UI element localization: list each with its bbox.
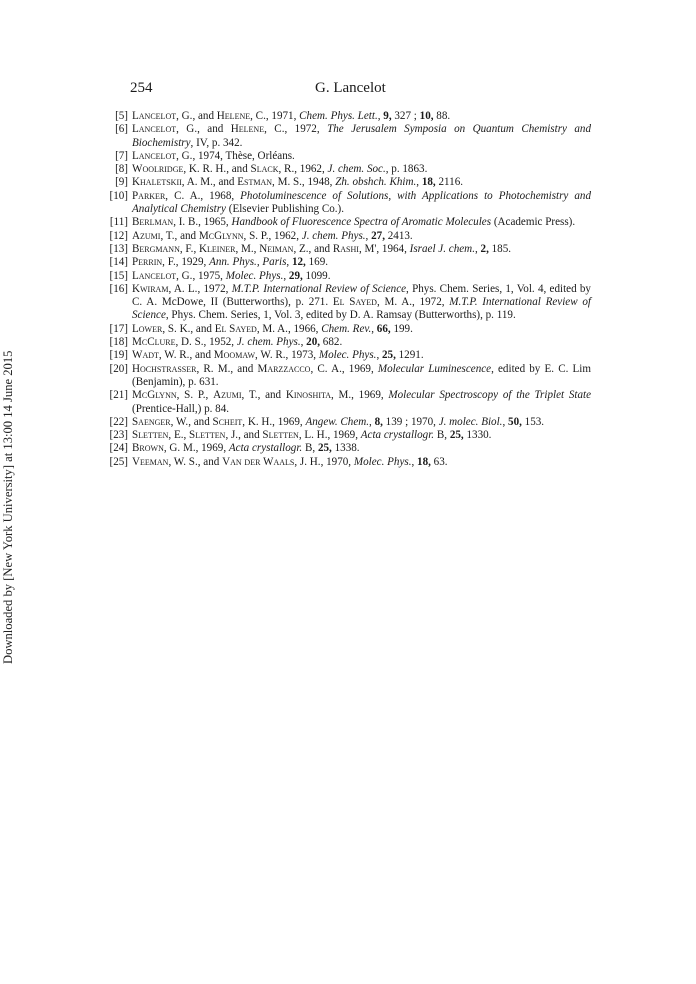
- citation-text: ,: [376, 349, 382, 362]
- citation-text: 1330.: [463, 429, 492, 442]
- volume-number: 25,: [317, 442, 332, 455]
- citation-text: 327 ;: [391, 110, 420, 122]
- reference-list: [106, 110, 591, 469]
- author-name: Van der Waals: [222, 455, 295, 468]
- citation-text: 199.: [390, 322, 413, 335]
- author-name: Helene: [230, 123, 265, 136]
- volume-number: 12,: [291, 256, 306, 269]
- reference-item: [106, 363, 591, 390]
- citation-text: ,: [502, 415, 509, 428]
- citation-text: B,: [434, 429, 450, 442]
- citation-text: , M. A., 1966,: [256, 322, 322, 335]
- citation-text: 185.: [488, 242, 512, 255]
- reference-number: [22]: [109, 415, 128, 428]
- reference-number: [7]: [115, 149, 128, 162]
- citation-text: , T., and: [241, 389, 286, 402]
- citation-text: 2413.: [384, 229, 413, 242]
- reference-text: [132, 323, 591, 336]
- citation-text: ,: [371, 322, 377, 335]
- reference-item: [106, 190, 591, 217]
- citation-text: , IV, p. 342.: [190, 136, 243, 149]
- reference-text: [132, 283, 591, 323]
- author-name: Lancelot: [132, 149, 177, 162]
- author-name: Kwiram: [132, 282, 169, 295]
- reference-text: [132, 389, 591, 416]
- author-name: Berlman: [132, 216, 174, 229]
- reference-number: [18]: [109, 336, 128, 349]
- publication-title: M.T.P. International Review of Science: [231, 282, 407, 295]
- author-name: Woolridge: [132, 163, 184, 176]
- volume-number: 2,: [480, 242, 489, 255]
- author-name: Veeman: [132, 455, 169, 468]
- citation-text: , C. A., 1968,: [165, 189, 241, 202]
- author-name: Sletten: [262, 429, 299, 442]
- citation-text: , G., 1974, Thèse, Orléans.: [176, 149, 295, 162]
- citation-text: , C. A., 1969,: [310, 362, 378, 375]
- author-name: Lower: [132, 322, 163, 335]
- citation-text: , S. P., 1962,: [243, 229, 302, 242]
- publication-title: M.T.P. International Review of Science: [132, 296, 591, 322]
- citation-text: 682.: [320, 336, 343, 349]
- reference-item: [106, 230, 591, 243]
- reference-text: [132, 336, 591, 349]
- publication-title: Molec. Phys.: [225, 269, 284, 282]
- reference-text: [132, 110, 591, 123]
- citation-text: , F.,: [179, 242, 200, 255]
- reference-item: [106, 150, 591, 163]
- author-name: Sletten: [132, 429, 169, 442]
- citation-text: , K. H., 1969,: [242, 415, 306, 428]
- reference-text: [132, 243, 591, 256]
- citation-text: ,: [300, 336, 307, 349]
- reference-number: [24]: [109, 442, 128, 455]
- citation-text: 139 ; 1970,: [382, 415, 439, 428]
- reference-item: [106, 429, 591, 442]
- citation-text: , Z., and: [293, 242, 333, 255]
- author-name: Neiman: [259, 242, 294, 255]
- reference-item: [106, 323, 591, 336]
- reference-item: [106, 270, 591, 283]
- publication-title: Ann. Phys., Paris: [209, 256, 287, 269]
- citation-text: ,: [474, 242, 481, 255]
- reference-text: [132, 230, 591, 243]
- author-name: Lancelot: [132, 269, 177, 282]
- reference-number: [19]: [109, 349, 128, 362]
- reference-item: [106, 256, 591, 269]
- citation-text: ,: [416, 176, 422, 189]
- publication-title: Zh. obshch. Khim.: [335, 176, 417, 189]
- volume-number: 66,: [376, 322, 391, 335]
- reference-item: [106, 283, 591, 323]
- reference-item: [106, 456, 591, 469]
- reference-item: [106, 349, 591, 362]
- citation-text: , L. H., 1969,: [298, 429, 361, 442]
- running-head: G. Lancelot: [315, 80, 386, 96]
- reference-text: [132, 256, 591, 269]
- reference-item: [106, 216, 591, 229]
- citation-text: , G. M., 1969,: [163, 442, 229, 455]
- publication-title: Molec. Phys.: [353, 455, 412, 468]
- reference-number: [25]: [109, 455, 128, 468]
- reference-text: [132, 123, 591, 150]
- citation-text: , M. A., 1972,: [376, 296, 450, 309]
- citation-text: 1099.: [302, 269, 331, 282]
- citation-text: , K. R. H., and: [183, 163, 251, 176]
- reference-number: [10]: [109, 189, 128, 202]
- citation-text: (Elsevier Publishing Co.).: [225, 203, 345, 216]
- citation-text: , T., and: [160, 229, 199, 242]
- author-name: Wadt: [132, 349, 159, 362]
- author-name: Bergmann: [132, 242, 180, 255]
- author-name: Saenger: [132, 415, 171, 428]
- author-name: Moomaw: [213, 349, 256, 362]
- citation-text: , W., and: [170, 415, 213, 428]
- publication-title: Photoluminescence of Solutions, with Applications to Photochemistry and Analytical Chemistry: [132, 189, 591, 216]
- author-name: Kinoshita: [285, 389, 332, 402]
- citation-text: , Phys. Chem. Series, 1, Vol. 3, edited by D. A. Ramsay (Butterworths), p. 119.: [165, 309, 516, 322]
- citation-text: , W. R., and: [158, 349, 214, 362]
- publication-title: Acta crystallogr.: [228, 442, 303, 455]
- citation-text: ,: [377, 110, 384, 122]
- reference-text: [132, 416, 591, 429]
- reference-number: [15]: [109, 269, 128, 282]
- reference-text: [132, 176, 591, 189]
- reference-text: [132, 456, 591, 469]
- reference-item: [106, 416, 591, 429]
- reference-number: [9]: [115, 176, 128, 189]
- citation-text: , R., 1962,: [278, 163, 328, 176]
- reference-text: [132, 270, 591, 283]
- citation-text: 153.: [521, 415, 545, 428]
- author-name: El Sayed: [332, 296, 377, 309]
- citation-text: , C., 1971,: [250, 110, 300, 122]
- publication-title: Chem. Rev.: [321, 322, 372, 335]
- volume-number: 29,: [288, 269, 303, 282]
- publication-title: Acta crystallogr.: [360, 429, 435, 442]
- page-number: 254: [130, 80, 153, 96]
- publication-title: Chem. Phys. Lett.: [299, 110, 378, 122]
- reference-item: [106, 176, 591, 189]
- citation-text: , G., 1975,: [176, 269, 226, 282]
- reference-text: [132, 163, 591, 176]
- reference-item: [106, 442, 591, 455]
- publication-title: J. chem. Phys.: [236, 336, 301, 349]
- author-name: Lancelot: [132, 110, 177, 122]
- reference-text: [132, 442, 591, 455]
- publication-title: J. molec. Biol.: [438, 415, 503, 428]
- citation-text: , F., 1929,: [162, 256, 210, 269]
- citation-text: , R. M., and: [196, 362, 258, 375]
- author-name: Slack: [250, 163, 279, 176]
- citation-text: ,: [365, 229, 372, 242]
- author-name: Rashi: [332, 242, 359, 255]
- citation-text: , A. L., 1972,: [168, 282, 232, 295]
- author-name: Khaletskii: [132, 176, 182, 189]
- citation-text: , J., and: [225, 429, 263, 442]
- author-name: Azumi: [213, 389, 242, 402]
- volume-number: 50,: [508, 415, 522, 428]
- reference-number: [5]: [115, 110, 128, 122]
- reference-item: [106, 163, 591, 176]
- reference-item: [106, 243, 591, 256]
- volume-number: 9,: [383, 110, 392, 122]
- author-name: Kleiner: [199, 242, 236, 255]
- author-name: Perrin: [132, 256, 163, 269]
- reference-number: [20]: [109, 362, 128, 375]
- reference-text: [132, 349, 591, 362]
- author-name: Marzzacco: [257, 362, 311, 375]
- citation-text: , W. R., 1973,: [255, 349, 319, 362]
- citation-text: 2116.: [435, 176, 464, 189]
- citation-text: ,: [283, 269, 289, 282]
- reference-text: [132, 429, 591, 442]
- citation-text: 169.: [305, 256, 329, 269]
- citation-text: , A. M., and: [181, 176, 238, 189]
- citation-text: (Prentice-Hall,) p. 84.: [132, 402, 230, 415]
- author-name: Parker: [132, 189, 166, 202]
- publication-title: Molecular Luminescence: [377, 362, 492, 375]
- reference-number: [17]: [109, 322, 128, 335]
- citation-text: , I. B., 1965,: [173, 216, 232, 229]
- reference-item: [106, 336, 591, 349]
- author-name: Brown: [132, 442, 164, 455]
- author-name: Helene: [216, 110, 251, 122]
- citation-text: , S. K., and: [162, 322, 215, 335]
- volume-number: 25,: [381, 349, 396, 362]
- reference-text: [132, 363, 591, 390]
- volume-number: 18,: [421, 176, 436, 189]
- citation-text: , M', 1964,: [358, 242, 410, 255]
- reference-number: [11]: [109, 216, 128, 229]
- reference-item: [106, 110, 591, 123]
- citation-text: , Phys. Chem. Series, 1, Vol. 4, edited by C. A. McDowe, II (Butterworths), p. 271.: [132, 282, 591, 309]
- author-name: Sletten: [189, 429, 226, 442]
- citation-text: , W. S., and: [168, 455, 223, 468]
- citation-text: 63.: [430, 455, 448, 468]
- citation-text: 1291.: [395, 349, 424, 362]
- citation-text: , M., 1969,: [331, 389, 389, 402]
- citation-text: , M.,: [235, 242, 260, 255]
- reference-item: [106, 389, 591, 416]
- reference-number: [16]: [109, 282, 128, 295]
- publication-title: Molecular Spectroscopy of the Triplet State: [388, 389, 591, 402]
- citation-text: ,: [286, 256, 292, 269]
- citation-text: B,: [302, 442, 318, 455]
- volume-number: 20,: [306, 336, 321, 349]
- citation-text: , J. H., 1970,: [294, 455, 354, 468]
- author-name: Estman: [237, 176, 273, 189]
- citation-text: 88.: [433, 110, 451, 122]
- citation-text: ,: [411, 455, 418, 468]
- reference-text: [132, 190, 591, 217]
- volume-number: 18,: [417, 455, 431, 468]
- citation-text: , edited by E. C. Lim (Benjamin), p. 631.: [132, 362, 592, 388]
- author-name: Scheit: [212, 415, 243, 428]
- publication-title: The Jerusalem Symposia on Quantum Chemistry and Biochemistry: [132, 123, 592, 149]
- publication-title: J. chem. Phys.: [301, 229, 366, 242]
- reference-text: [132, 216, 591, 229]
- publication-title: Angew. Chem.: [305, 415, 370, 428]
- reference-number: [21]: [109, 389, 128, 402]
- citation-text: , G., and: [176, 123, 231, 136]
- author-name: McGlynn: [198, 229, 244, 242]
- reference-number: [14]: [109, 256, 128, 269]
- reference-number: [8]: [115, 163, 128, 176]
- reference-number: [6]: [115, 123, 128, 136]
- citation-text: , C., 1972,: [264, 123, 328, 136]
- publication-title: Handbook of Fluorescence Spectra of Aromatic Molecules: [231, 216, 492, 229]
- publication-title: Molec. Phys.: [318, 349, 377, 362]
- reference-number: [23]: [109, 429, 128, 442]
- citation-text: , S. P.,: [176, 389, 214, 402]
- author-name: Lancelot: [132, 123, 177, 136]
- publication-title: J. chem. Soc.: [327, 163, 386, 176]
- author-name: Azumi: [132, 229, 161, 242]
- volume-number: 10,: [419, 110, 434, 122]
- reference-number: [13]: [109, 242, 128, 255]
- citation-text: (Academic Press).: [491, 216, 576, 229]
- author-name: McGlynn: [132, 389, 177, 402]
- reference-number: [12]: [109, 229, 128, 242]
- volume-number: 27,: [371, 229, 385, 242]
- download-notice: Downloaded by [New York University] at 13:00 14 June 2015: [1, 350, 15, 664]
- citation-text: , E.,: [168, 429, 190, 442]
- citation-text: ,: [369, 415, 375, 428]
- citation-text: , p. 1863.: [385, 163, 428, 176]
- citation-text: , G., and: [176, 110, 217, 122]
- publication-title: Israel J. chem.: [409, 242, 475, 255]
- reference-item: [106, 123, 591, 150]
- author-name: Hochstrasser: [132, 362, 197, 375]
- volume-number: 8,: [374, 415, 383, 428]
- citation-text: 1338.: [331, 442, 360, 455]
- citation-text: , M. S., 1948,: [272, 176, 336, 189]
- reference-text: [132, 150, 591, 163]
- citation-text: , D. S., 1952,: [175, 336, 237, 349]
- author-name: McClure: [132, 336, 176, 349]
- volume-number: 25,: [449, 429, 464, 442]
- author-name: El Sayed: [214, 322, 257, 335]
